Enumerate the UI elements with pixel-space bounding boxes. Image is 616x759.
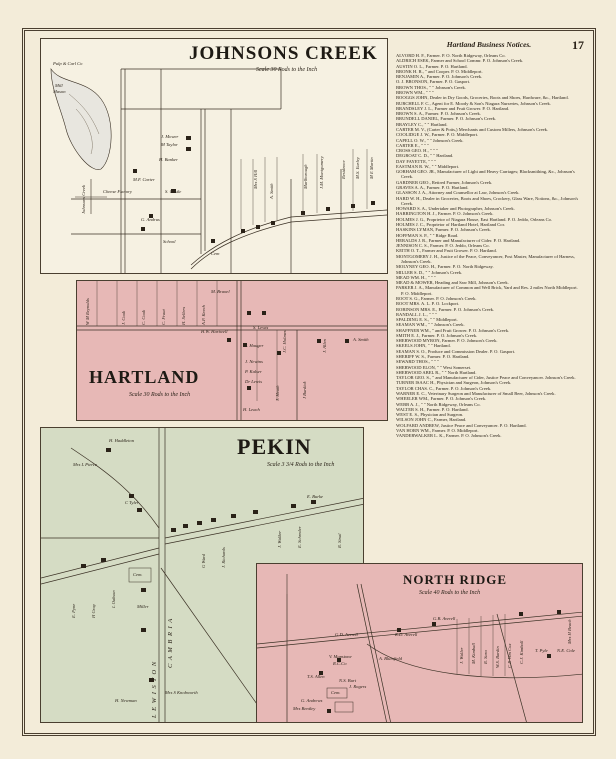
business-notice-entry: SEWARD THOS., " " ": [396, 359, 439, 365]
business-notice-entry: BROWN THOS., " " Johnson's Creek.: [396, 84, 466, 90]
hartland-title: HARTLAND: [89, 367, 200, 387]
label-j-richards: J. Richards: [221, 547, 226, 568]
label-road-cambria: C A M B R I A: [167, 617, 174, 668]
label-h-w-hartwell: H.W. Hartwell: [201, 329, 228, 334]
business-notices: [396, 40, 582, 572]
business-notice-entry: MONTGOMERY J. H., Justice of the Peace, Conveyancer, Post Master, Manufacturer of Harness, Johnson's Creek.: [396, 253, 575, 264]
business-notice-entry: TURNER ISAAC H., Physician and Surgeon, Johnson's Creek.: [396, 380, 512, 386]
business-notice-entry: GORHAM GEO. JR., Manufacturer of Light and Heavy Carriages; Blacksmithing, &c., Johnson's Creek.: [396, 169, 575, 180]
label-r-c-co: R.C.Co: [333, 661, 347, 666]
pekin-title: PEKIN: [237, 434, 312, 459]
label-j-hauger: J. Hauger: [245, 343, 264, 348]
label-l-oakson: L Oakson: [111, 590, 116, 608]
business-notice-entry: VAN HORN WM., Farmer. P. O. Middleport.: [396, 427, 479, 433]
label-j-rogers: J. Rogers: [349, 684, 367, 689]
label-j-newins: J. Newins: [245, 359, 263, 364]
business-notice-entry: WHEELER WM., Farmer. P. O. Johnson's Creek.: [396, 396, 487, 402]
label-cem-pekin: Cem.: [133, 572, 143, 577]
label-j-c-holmes: J.C. Holmes: [282, 330, 287, 353]
label-residence: Residence: [341, 160, 346, 179]
label-j-walker: J. Walker: [277, 530, 282, 548]
hartland-map: [76, 280, 388, 421]
business-notice-entry: JENNISON C. S., Farmer. P. O. Jeddo, Orleans Co.: [396, 243, 490, 249]
label-w-m-reynolds: W M Reynolds: [85, 298, 90, 325]
business-notice-entry: HOLMES J. C., Proprietor of Hartland Hotel, Hartland Cor.: [396, 222, 505, 227]
business-notice-entry: VANDERWALKER L. K., Farmer. P. O. Johnson's Creek.: [396, 433, 502, 439]
business-notice-entry: ROBINSON MRS. E., Farmer. P. O. Johnson's Creek.: [396, 306, 495, 312]
label-j-allen: J. Allen: [322, 339, 327, 353]
business-notice-entry: HERALDS J. R., Farmer and Manufacturer of Cider. P. O. Hartland.: [396, 237, 521, 243]
business-notice-entry: SKEELS JOHN, " " Hartland.: [396, 343, 451, 349]
label-mf-carter: M.F. Carter: [133, 177, 155, 182]
business-notice-entry: BURCHELL F. C., Agent for E. Moody & Son's Niagara Nurseries, Johnson's Creek.: [396, 100, 551, 106]
johnsons-creek-title: JOHNSONS CREEK: [189, 43, 378, 64]
business-notice-entry: BRAYLEY C., " " Hartland.: [396, 121, 448, 127]
label-j-mower: J. Mower: [161, 134, 179, 139]
label-m-taylor: M Taylor: [161, 142, 178, 147]
business-notice-entry: TAYLOR GEO. S., " and Manufacturer of Cider, Justice Peace and Conveyancer. Johnson's Creek.: [396, 375, 576, 381]
label-a-smith-h: A. Smith: [353, 337, 369, 342]
label-e-schreder: E. Schreder: [297, 526, 302, 548]
label-m-kimball: M. Kimball: [471, 643, 476, 664]
label-g-andrews: G. Andrews: [301, 698, 323, 703]
business-notice-entry: GLASSON J. A., Attorney and Counsellor at Law, Johnson's Creek.: [396, 190, 520, 196]
business-notice-entry: HOWARD S. A., Undertaker and Photographer, Johnson's Creek.: [396, 206, 515, 212]
business-notice-entry: SPALDING E. S., " " Middleport.: [396, 317, 458, 323]
label-h-haddleton: H. Haddleton: [109, 438, 135, 443]
label-t-pyle: T. Pyle: [535, 648, 548, 653]
business-notice-entry: PARKER J. A., Manufacturer of Common and Well Brick, Yard and Res. 2 miles North Middleport. P. O. Middleport.: [396, 285, 578, 296]
business-notice-entry: MILLER S. D., " " Johnson's Creek.: [396, 269, 463, 275]
label-e-pyne: E. Pyne: [71, 603, 76, 618]
north-ridge-scale: Scale 40 Rods to the Inch: [419, 590, 481, 596]
label-miller: Miller: [137, 604, 149, 609]
label-v-mapstone: V. Mapstone: [329, 654, 352, 659]
business-notice-entry: SHERWOOD MYRON, Farmer. P. O. Johnson's Creek.: [396, 338, 498, 344]
business-notice-entry: CROSS GEO. H., " " ": [396, 148, 438, 154]
johnsons-creek-roads: [41, 39, 388, 274]
label-mrs-h-beach: Mrs H Beach: [567, 619, 572, 644]
label-j-m-montgomery: J.M. Montgomery: [319, 156, 324, 189]
johnsons-creek-scale: Scale 30 Rods to the Inch: [256, 67, 318, 73]
label-cheese-factory: Cheese Factory: [103, 189, 132, 194]
business-notice-entry: TAYLOR CHAS. C., Farmer. P. O. Johnson's Creek.: [396, 385, 492, 391]
business-notice-entry: MEAD WM. H., " " ": [396, 274, 436, 280]
label-g-b-averell: G.B. Averell: [433, 616, 456, 621]
label-s-castle: S. Castle: [165, 189, 182, 194]
label-c-tyler: C Tyler: [125, 500, 139, 505]
label-j-cook: J. Cook: [121, 310, 126, 325]
north-ridge-map: [256, 563, 583, 723]
business-notice-entry: DAY FAYETTE, " " ": [396, 158, 436, 164]
business-notice-entry: RANDALL J. L., " " ": [396, 311, 437, 317]
business-notice-entry: ROOT MRS. A. L. P. O. Lockport.: [396, 301, 460, 307]
label-marlborough: Marlborough: [303, 164, 308, 189]
business-notice-entry: SHERIFF W. S., Farmer. P. O. Hartland.: [396, 354, 470, 360]
north-ridge-title: NORTH RIDGE: [403, 572, 508, 587]
label-school: School: [163, 239, 176, 244]
label-a-blumfield: A. Blumfield: [379, 656, 402, 661]
business-notice-entry: BRUNDELL DANIEL, Farmer. P. O. Johnson's Creek.: [396, 116, 497, 122]
label-creek-stream: Johnsons Creek: [81, 184, 86, 214]
label-h-gray: H Gray: [91, 604, 96, 618]
johnsons-creek-map: [40, 38, 388, 274]
business-notice-entry: SEAMAN S. O., Produce and Commission Dealer. P. O. Gasport.: [396, 348, 516, 354]
business-notice-entry: CAPELL O. W., " " Johnson's Creek.: [396, 137, 464, 143]
label-cem-nr: Cem.: [331, 690, 341, 695]
business-notice-entry: WEBB A. J., " " North Ridgeway, Orleans Co.: [396, 401, 481, 407]
business-notice-entry: BRONK H. R., " and Cooper. P. O. Middleport.: [396, 68, 483, 74]
business-notice-entry: EASTMAN R. W., " " Middleport.: [396, 163, 460, 169]
label-r-d-averell: R.D. Averell: [395, 632, 418, 637]
label-pulp-carl: Pulp & Carl Co: [53, 61, 83, 66]
pekin-scale: Scale 3 3/4 Rods to the Inch: [267, 462, 335, 468]
label-h-newman: H. Newman: [115, 698, 137, 703]
label-a-p-keech: A.P. Keech: [201, 305, 206, 325]
label-h-leach: H. Leach: [243, 407, 260, 412]
label-c-fraat: C. Fraat: [161, 309, 166, 325]
business-notices-title: Hartland Business Notices.: [446, 40, 532, 49]
business-notice-entry: SMITH E. J., Farmer. P. O. Johnson's Creek.: [396, 332, 478, 338]
business-notice-entry: HARRINGTON H. J., Farmer. P. O. Johnson's Creek.: [396, 211, 494, 217]
hartland-roads: [77, 281, 388, 421]
label-m-e-martin: M E Martin: [369, 157, 374, 179]
business-notice-entry: DEGROAT C. D., " " Hartland.: [396, 153, 454, 159]
business-notice-entry: GARDNER GEO., Retired Farmer, Johnson's Creek.: [396, 179, 493, 185]
business-notice-entry: BOOGGS JOHN, Dealer in Dry Goods, Groceries, Boots and Shoes, Hardware, &c., Hartland.: [396, 95, 569, 101]
business-notice-entry: CARTER M. V., (Carter & Potts,) Merchants and Custom Millers, Johnson's Creek.: [396, 126, 549, 132]
label-s-lewis: S. Lewis: [253, 325, 269, 330]
business-notice-entry: MOLYNEY GEO. H., Farmer. P. O. North Ridgeway.: [396, 264, 494, 270]
label-mill: Mill: [55, 83, 63, 88]
business-notice-entry: ROOT S. G., Farmer. P. O. Johnson's Creek.: [396, 295, 477, 301]
label-h-sellers: H. Sellers: [181, 306, 186, 325]
label-c-cook: C. Cook: [141, 309, 146, 325]
business-notice-entry: O. J. BRONSON, Farmer. P. O. Gasport.: [396, 79, 471, 85]
business-notice-entry: WOLFARD ANDREW, Justice Peace and Conveyancer. P. O. Hartland.: [396, 422, 527, 428]
label-n-e-cole: N.E. Cole: [557, 648, 575, 653]
business-notice-entry: HARD W. H., Dealer in Groceries, Boots and Shoes, Crockery, Glass Ware, Notions, &c., Johnson's Creek.: [396, 195, 579, 206]
label-m-braoel: M. Braoel: [211, 289, 230, 294]
hartland-scale: Scale 30 Rods to the Inch: [129, 392, 191, 398]
label-j-heath: J. Heath: [275, 385, 280, 401]
label-cem-jc: Cem: [211, 251, 220, 256]
label-mrs-bentley: Mrs Bentley: [293, 706, 316, 711]
label-m-s-earley: M.S. Earley: [355, 157, 360, 179]
business-notice-entry: MEAD & MOWER, Heading and Saw Mill, Johnson's Creek.: [396, 280, 509, 286]
business-notice-entry: HOFFMAN S. P., " " Ridge Road.: [396, 232, 459, 238]
business-notice-entry: KEITH O. T., Farmer and Fruit Grower. P. O. Hartland.: [396, 248, 497, 254]
label-road-lewiston: L E W I S T O N: [151, 660, 158, 718]
label-h-banker: H. Banker: [159, 157, 178, 162]
business-notice-entry: AUSTIN O. L., Farmer. P. O. Hartland.: [396, 63, 468, 69]
business-notice-entry: HOLMES J. G., Proprietor of Niagara House, East Hartland. P. O. Jeddo, Orleans Co.: [396, 216, 553, 222]
business-notice-entry: CARTER E., " " ": [396, 142, 429, 148]
business-notice-entry: WEST E. S., Physician and Surgeon.: [396, 412, 464, 418]
label-j-waller: J. Waller: [459, 647, 464, 664]
label-r-sara: R. Sara: [483, 650, 488, 664]
business-notice-entry: BENJAMIN A., Farmer. P. O. Johnson's Creek.: [396, 74, 483, 80]
label-e-burke: E. Burke: [307, 494, 324, 499]
page-number: 17: [572, 38, 584, 52]
label-c-j-kimball: C.J. Kimball: [519, 640, 524, 664]
business-notice-entry: WILSON JOHN C., Farmer, Hartland.: [396, 417, 467, 423]
business-notices-list: [396, 53, 582, 439]
business-notice-entry: SHERWOOD ABEL R., " " North Hartland.: [396, 369, 477, 375]
business-notice-entry: WALTER S. H., Farmer. P. O. Hartland.: [396, 406, 469, 412]
business-notice-entry: COOLIDGE J. W., Farmer. P. O. Middleport.: [396, 132, 479, 138]
label-w-s-bardin: W.S. Bardin: [495, 646, 500, 668]
business-notice-entry: WARNER E. C., Veterinary Surgeon and Manufacturer of Small Beer, Johnson's Creek.: [396, 391, 556, 396]
label-p-kalser: P. Kalser: [245, 369, 262, 374]
business-notice-entry: GRAVES A. A., Farmer. P. O. Hartland.: [396, 185, 469, 191]
business-notice-entry: BRANDSLEY J. L., Farmer and Fruit Grower. P. O. Hartland.: [396, 105, 510, 111]
label-mrs-l-pierce: Mrs L Pierce: [73, 462, 97, 467]
business-notice-entry: ALVORD H. F., Farmer. P. O. North Ridgeway, Orleans Co.: [396, 53, 506, 58]
business-notice-entry: BROWN WM., " " ": [396, 89, 434, 95]
label-g-ward: G Ward: [201, 553, 206, 568]
business-notice-entry: SEAMAN WM., " " Johnson's Creek.: [396, 322, 465, 328]
label-mason: Mason: [53, 89, 66, 94]
business-notice-entry: SHERWOOD ELON, " " West Somerset.: [396, 364, 472, 370]
label-dr-lewis: Dr Lewis: [245, 379, 262, 384]
label-a-smith-jc: A. Smith: [269, 183, 274, 199]
label-r-sinal: R. Sinal: [337, 533, 342, 548]
label-t-s-allen: T.S. Allen: [307, 674, 325, 679]
business-notice-entry: BROWN S. A., Farmer. P. O. Johnson's Creek.: [396, 111, 481, 117]
label-g-d-averell: G.D. Averell: [335, 632, 358, 637]
label-j-burdick: J Burdick: [302, 381, 307, 399]
label-g-andrus: G. Andrus: [141, 217, 160, 222]
business-notice-entry: HASKINS LYMAN, Farmer. P. O. Johnson's Creek.: [396, 227, 491, 233]
label-c-p-wm-cox: C.P. Wm Cox: [507, 643, 512, 668]
label-mrs-s-hill: Mrs S Hill: [253, 169, 258, 189]
label-n-s-burt: N.S. Burt: [339, 678, 356, 683]
business-notice-entry: SHAFFNER WM., " and Fruit Grower. P. O. Johnson's Creek.: [396, 327, 510, 333]
business-notice-entry: ALDRICH ESEK, Farmer and School Commr. P. O. Johnson's Creek.: [396, 58, 524, 64]
label-mrs-s-knobworth: Mrs S Knobworth: [165, 690, 198, 695]
